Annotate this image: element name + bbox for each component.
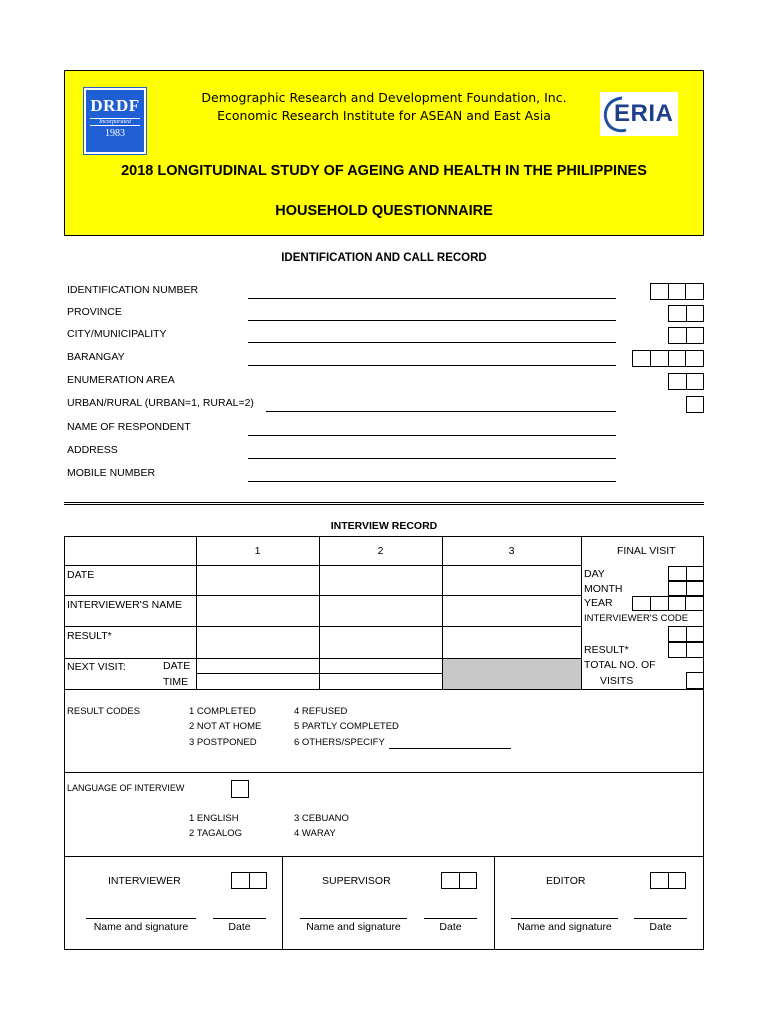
editor-name-sig-label: Name and signature [517,921,612,933]
respondent-label: NAME OF RESPONDENT [67,421,191,433]
code-not-at-home: 2 NOT AT HOME [189,721,262,732]
mobile-label: MOBILE NUMBER [67,467,156,479]
final-result-label: RESULT* [584,644,629,656]
final-visit-header: FINAL VISIT [617,545,676,557]
interviewer-code-boxes[interactable] [668,626,704,642]
language-waray: 4 WARAY [294,828,336,839]
barangay-field[interactable] [248,365,616,366]
result-row-label: RESULT* [67,630,112,642]
visits-label: VISITS [600,675,634,687]
final-year-boxes[interactable] [632,596,704,611]
mobile-field[interactable] [248,481,616,482]
editor-signature-line[interactable] [511,918,618,919]
interviewer-date-label: Date [228,921,251,933]
address-field[interactable] [248,458,616,459]
supervisor-date-label: Date [439,921,462,933]
code-refused: 4 REFUSED [294,706,348,717]
respondent-field[interactable] [248,435,616,436]
section-divider [64,502,704,505]
ea-label: ENUMERATION AREA [67,374,175,386]
total-visits-label: TOTAL NO. OF [584,659,656,671]
next-visit-grey-cell [442,658,581,689]
supervisor-signature-line[interactable] [300,918,407,919]
code-partly-completed: 5 PARTLY COMPLETED [294,721,399,732]
section-title: IDENTIFICATION AND CALL RECORD [281,252,487,264]
eria-logo-text: ERIA [614,100,674,127]
province-label: PROVINCE [67,306,122,318]
drdf-logo-name: DRDF [90,96,140,115]
drdf-logo-sub: Incorporated [90,118,140,126]
next-date-label: DATE [163,660,191,672]
code-postponed: 3 POSTPONED [189,737,257,748]
address-label: ADDRESS [67,444,118,456]
final-month-boxes[interactable] [668,581,704,596]
drdf-logo-year: 1983 [105,128,125,139]
language-box[interactable] [231,780,249,798]
interviewer-code-label: INTERVIEWER'S CODE [584,613,689,624]
org-line-2: Economic Research Institute for ASEAN and East Asia [217,108,551,123]
final-result-boxes[interactable] [668,642,704,658]
supervisor-role: SUPERVISOR [322,875,391,887]
ea-boxes[interactable] [668,373,704,390]
final-month-label: MONTH [584,583,623,595]
id-number-boxes[interactable] [650,283,704,300]
urban-rural-box[interactable] [686,396,704,413]
result-codes-label: RESULT CODES [67,706,141,717]
study-title: 2018 LONGITUDINAL STUDY OF AGEING AND HEALTH IN THE PHILIPPINES [121,163,647,179]
interviewer-name-sig-label: Name and signature [93,921,189,933]
supervisor-code-box[interactable] [441,872,477,889]
total-visits-box[interactable] [686,672,704,689]
questionnaire-title: HOUSEHOLD QUESTIONNAIRE [275,203,493,219]
date-row-label: DATE [67,569,95,581]
supervisor-name-sig-label: Name and signature [306,921,401,933]
province-field[interactable] [248,320,616,321]
editor-date-line[interactable] [634,918,687,919]
visit-1-header: 1 [254,545,261,557]
city-field[interactable] [248,342,616,343]
language-label: LANGUAGE OF INTERVIEW [67,783,185,793]
supervisor-date-line[interactable] [424,918,477,919]
language-cebuano: 3 CEBUANO [294,813,349,824]
interviewer-role: INTERVIEWER [108,875,181,887]
interviewer-date-line[interactable] [213,918,266,919]
id-number-field[interactable] [248,298,616,299]
visit-3-header: 3 [508,545,515,557]
editor-code-box[interactable] [650,872,686,889]
city-boxes[interactable] [668,327,704,344]
language-tagalog: 2 TAGALOG [189,828,242,839]
interviewer-row-label: INTERVIEWER'S NAME [67,599,182,611]
editor-role: EDITOR [546,875,586,887]
code-others-specify: 6 OTHERS/SPECIFY [294,737,385,748]
id-number-label: IDENTIFICATION NUMBER [67,284,199,296]
final-day-label: DAY [584,568,605,580]
interviewer-signature-line[interactable] [86,918,196,919]
interview-record-title: INTERVIEW RECORD [330,520,438,532]
final-day-boxes[interactable] [668,566,704,581]
urban-rural-label: URBAN/RURAL (URBAN=1, RURAL=2) [67,397,254,409]
barangay-label: BARANGAY [67,351,125,363]
editor-date-label: Date [649,921,672,933]
others-specify-field[interactable] [389,748,511,749]
final-year-label: YEAR [584,597,613,609]
code-completed: 1 COMPLETED [189,706,257,717]
language-english: 1 ENGLISH [189,813,239,824]
city-label: CITY/MUNICIPALITY [67,328,167,340]
next-time-label: TIME [163,676,189,688]
province-boxes[interactable] [668,305,704,322]
next-visit-label: NEXT VISIT: [67,661,126,673]
interviewer-code-box[interactable] [231,872,267,889]
urban-rural-field[interactable] [266,411,616,412]
visit-2-header: 2 [377,545,384,557]
barangay-boxes[interactable] [632,350,704,367]
org-line-1: Demographic Research and Development Foundation, Inc. [201,90,567,105]
